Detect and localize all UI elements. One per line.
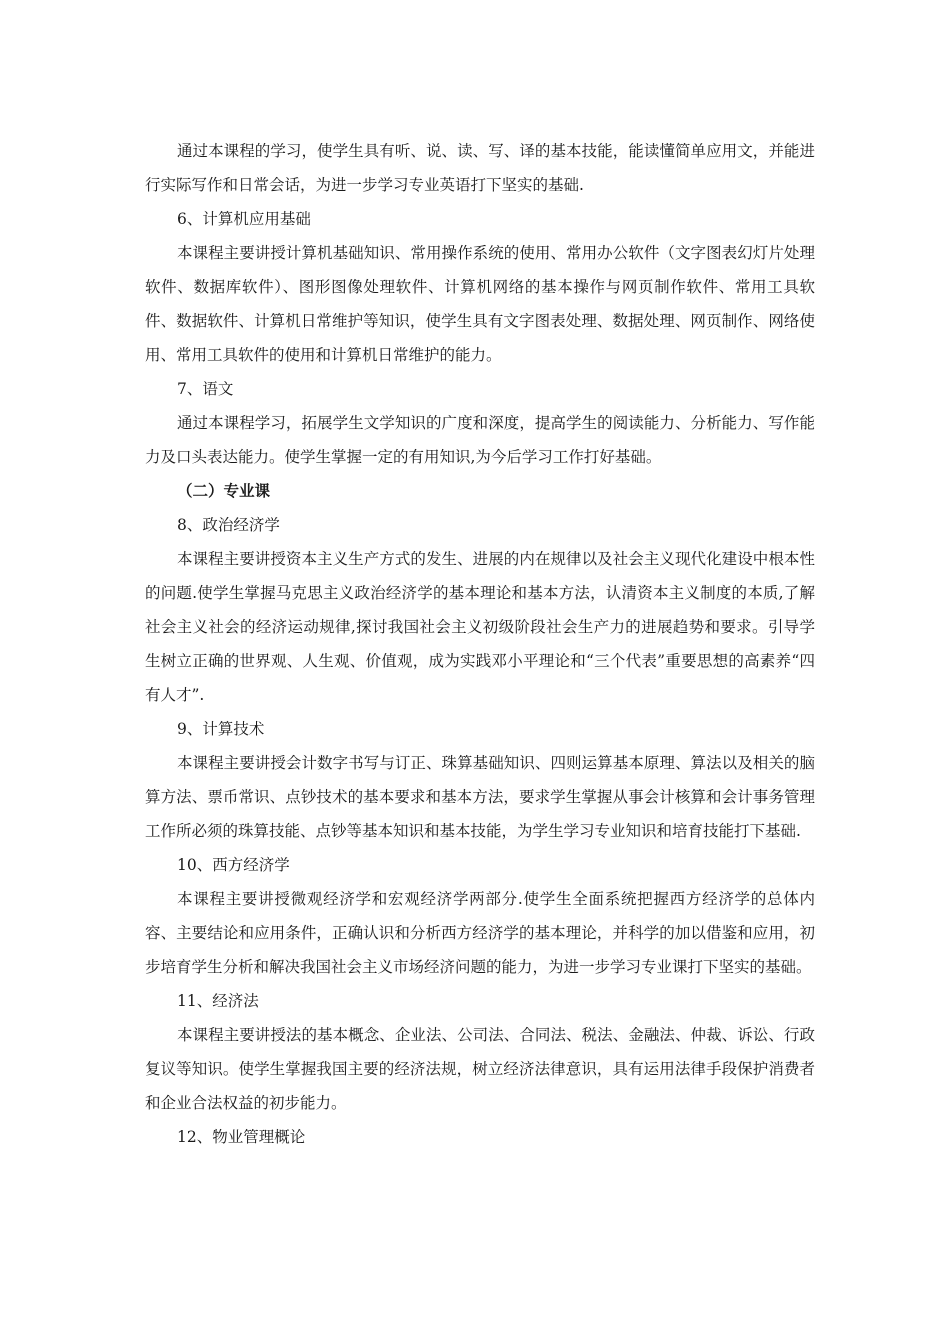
heading-chinese: 7、语文 xyxy=(177,380,234,398)
heading-computer-basics: 6、计算机应用基础 xyxy=(177,210,311,228)
heading-political-economy: 8、政治经济学 xyxy=(177,516,280,534)
document-body xyxy=(145,134,815,1154)
paragraph-chinese: 通过本课程学习，拓展学生文学知识的广度和深度，提高学生的阅读能力、分析能力、写作能力及口头表达能力。使学生掌握一定的有用知识,为今后学习工作打好基础。 xyxy=(145,414,815,466)
paragraph-western-economics: 本课程主要讲授微观经济学和宏观经济学两部分.使学生全面系统把握西方经济学的总体内容、主要结论和应用条件，正确认识和分析西方经济学的基本理论，并科学的加以借鉴和应用，初步培育学生分析和解决我国社会主义市场经济问题的能力，为进一步学习专业课打下坚实的基础。 xyxy=(145,890,815,976)
heading-computing-technique: 9、计算技术 xyxy=(177,720,265,738)
heading-western-economics: 10、西方经济学 xyxy=(177,856,290,874)
paragraph-political-economy: 本课程主要讲授资本主义生产方式的发生、进展的内在规律以及社会主义现代化建设中根本性的问题.使学生掌握马克思主义政治经济学的基本理论和基本方法，认清资本主义制度的本质,了解社会主义社会的经济运动规律,探讨我国社会主义初级阶段社会生产力的进展趋势和要求。引导学生树立正确的世界观、人生观、价值观，成为实践邓小平理论和“三个代表”重要思想的高素养“四有人才”. xyxy=(145,550,815,704)
heading-economic-law: 11、经济法 xyxy=(177,992,259,1010)
paragraph-computing-technique: 本课程主要讲授会计数字书写与订正、珠算基础知识、四则运算基本原理、算法以及相关的脑算方法、票币常识、点钞技术的基本要求和基本方法，要求学生掌握从事会计核算和会计事务管理工作所必须的珠算技能、点钞等基本知识和基本技能，为学生学习专业知识和培育技能打下基础. xyxy=(145,754,815,840)
paragraph-computer-basics: 本课程主要讲授计算机基础知识、常用操作系统的使用、常用办公软件（文字图表幻灯片处理软件、数据库软件）、图形图像处理软件、计算机网络的基本操作与网页制作软件、常用工具软件、数据软件、计算机日常维护等知识，使学生具有文字图表处理、数据处理、网页制作、网络使用、常用工具软件的使用和计算机日常维护的能力。 xyxy=(145,244,815,364)
paragraph-economic-law: 本课程主要讲授法的基本概念、企业法、公司法、合同法、税法、金融法、仲裁、诉讼、行政复议等知识。使学生掌握我国主要的经济法规，树立经济法律意识，具有运用法律手段保护消费者和企业合法权益的初步能力。 xyxy=(145,1026,815,1112)
heading-property-management: 12、物业管理概论 xyxy=(177,1128,306,1146)
paragraph-english-course: 通过本课程的学习，使学生具有听、说、读、写、译的基本技能，能读懂简单应用文，并能进行实际写作和日常会话，为进一步学习专业英语打下坚实的基础. xyxy=(145,142,815,194)
section-heading-professional-courses: （二）专业课 xyxy=(177,482,271,500)
